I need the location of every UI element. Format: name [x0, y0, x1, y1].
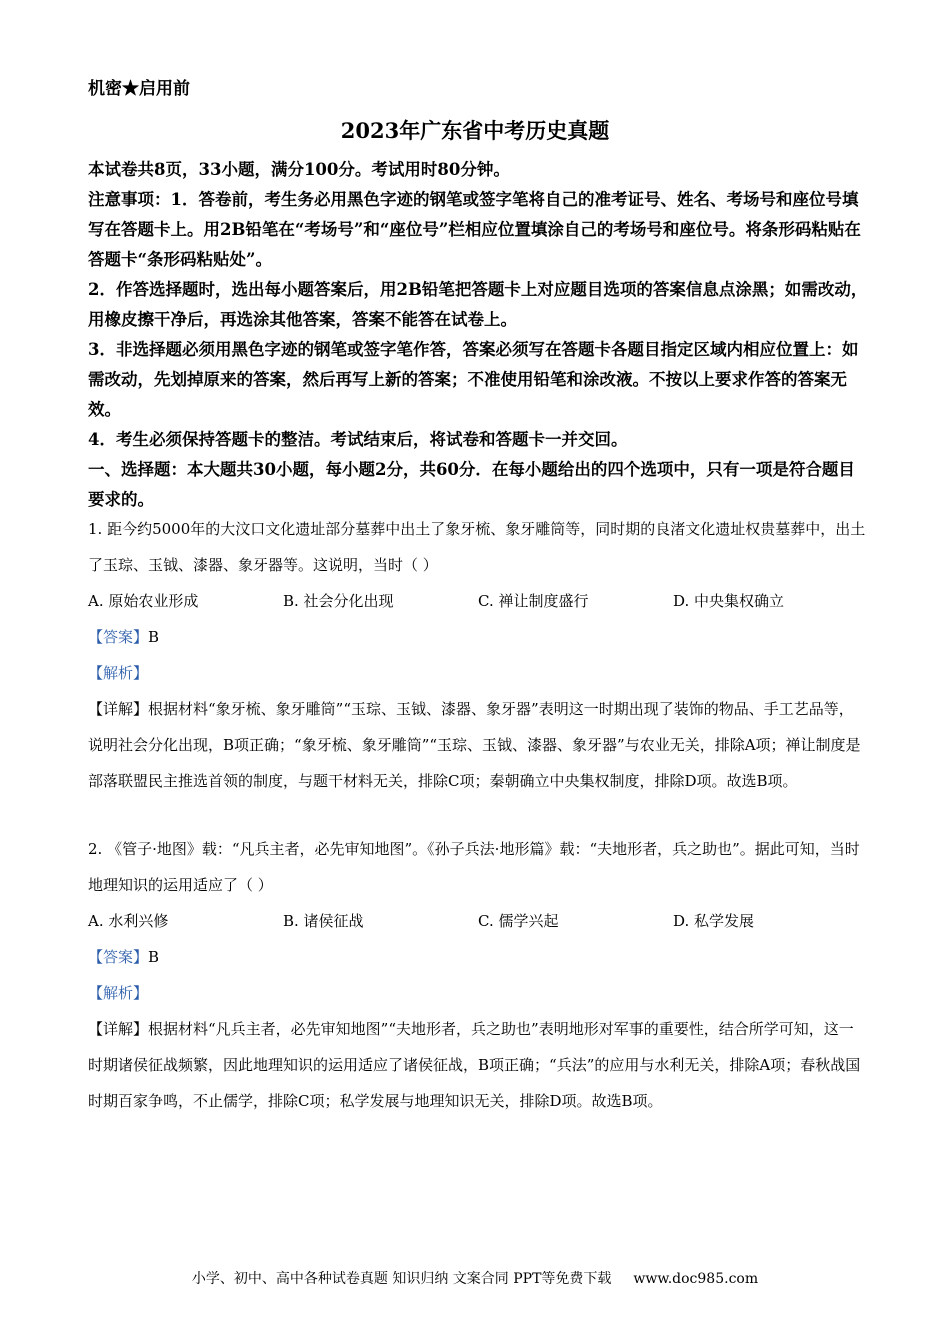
section-heading: 一、选择题：本大题共30小题，每小题2分，共60分．在每小题给出的四个选项中，只有一项是符合题目要求的。 [88, 460, 855, 509]
question-stem: 1. 距今约5000年的大汶口文化遗址部分墓葬中出土了象牙梳、象牙雕筒等，同时期的良渚文化遗址权贵墓葬中，出土了玉琮、玉钺、漆器、象牙器等。这说明，当时（ ） [88, 520, 866, 574]
answer-tag: 【答案】 [88, 948, 149, 966]
analysis-line [88, 975, 868, 1011]
exam-summary: 本试卷共8页，33小题，满分100分。考试用时80分钟。 [88, 160, 510, 179]
option-a: A. 水利兴修 [88, 912, 169, 930]
detail-tag: 【详解】 [88, 700, 149, 718]
footer-text: 小学、初中、高中各种试卷真题 知识归纳 文案合同 PPT等免费下载 [191, 1271, 612, 1287]
footer-url[interactable]: www.doc985.com [633, 1271, 759, 1287]
option-b: B. 社会分化出现 [283, 592, 394, 610]
option-b: B. 诸侯征战 [283, 912, 364, 930]
detail-text: 根据材料“象牙梳、象牙雕筒”“玉琮、玉钺、漆器、象牙器”表明这一时期出现了装饰的物品、手工艺品等，说明社会分化出现，B项正确；“象牙梳、象牙雕筒”“玉琮、玉钺、漆器、象牙器”与农业无关，排除A项；禅让制度是部落联盟民主推选首领的制度，与题干材料无关，排除C项；秦朝确立中央集权制度，排除D项。故选B项。 [88, 700, 861, 790]
page-title: 2023年广东省中考历史真题 [340, 118, 610, 143]
analysis-tag: 【解析】 [88, 664, 149, 682]
options-row [88, 583, 868, 619]
notice-item-2: 2．作答选择题时，选出每小题答案后，用2B铅笔把答题卡上对应题目选项的答案信息点涂黑；如需改动，用橡皮擦干净后，再选涂其他答案，答案不能答在试卷上。 [88, 280, 868, 329]
page-footer [0, 1268, 950, 1288]
detail-paragraph [88, 691, 868, 799]
answer-value: B [148, 628, 160, 646]
notice-item-4: 4．考生必须保持答题卡的整洁。考试结束后，将试卷和答题卡一并交回。 [88, 430, 628, 449]
option-d: D. 中央集权确立 [673, 592, 785, 610]
question-stem: 2. 《管子·地图》载：“凡兵主者，必先审知地图”。《孙子兵法·地形篇》载：“夫地形者，兵之助也”。据此可知，当时地理知识的运用适应了（ ） [88, 840, 860, 894]
answer-value: B [148, 948, 160, 966]
question-2 [88, 831, 868, 1119]
analysis-line [88, 655, 868, 691]
instructions-block [88, 155, 868, 515]
answer-tag: 【答案】 [88, 628, 149, 646]
question-1 [88, 511, 868, 799]
confidential-label: 机密★启用前 [88, 79, 190, 99]
answer-line [88, 619, 868, 655]
option-d: D. 私学发展 [673, 912, 755, 930]
detail-paragraph [88, 1011, 868, 1119]
notice-item-1: 注意事项：1．答卷前，考生务必用黑色字迹的钢笔或签字笔将自己的准考证号、姓名、考场号和座位号填写在答题卡上。用2B铅笔在“考场号”和“座位号”栏相应位置填涂自己的考场号和座位号。将条形码粘贴在答题卡“条形码粘贴处”。 [88, 190, 861, 269]
options-row [88, 903, 868, 939]
detail-tag: 【详解】 [88, 1020, 149, 1038]
notice-item-3: 3．非选择题必须用黑色字迹的钢笔或签字笔作答，答案必须写在答题卡各题目指定区域内相应位置上：如需改动，先划掉原来的答案，然后再写上新的答案；不准使用铅笔和涂改液。不按以上要求作答的答案无效。 [88, 340, 859, 419]
answer-line [88, 939, 868, 975]
option-c: C. 禅让制度盛行 [478, 592, 589, 610]
option-c: C. 儒学兴起 [478, 912, 559, 930]
analysis-tag: 【解析】 [88, 984, 149, 1002]
detail-text: 根据材料“凡兵主者，必先审知地图”“夫地形者，兵之助也”表明地形对军事的重要性，结合所学可知，这一时期诸侯征战频繁，因此地理知识的运用适应了诸侯征战，B项正确；“兵法”的应用与水利无关，排除A项；春秋战国时期百家争鸣，不止儒学，排除C项；私学发展与地理知识无关，排除D项。故选B项。 [88, 1020, 861, 1110]
option-a: A. 原始农业形成 [88, 592, 199, 610]
